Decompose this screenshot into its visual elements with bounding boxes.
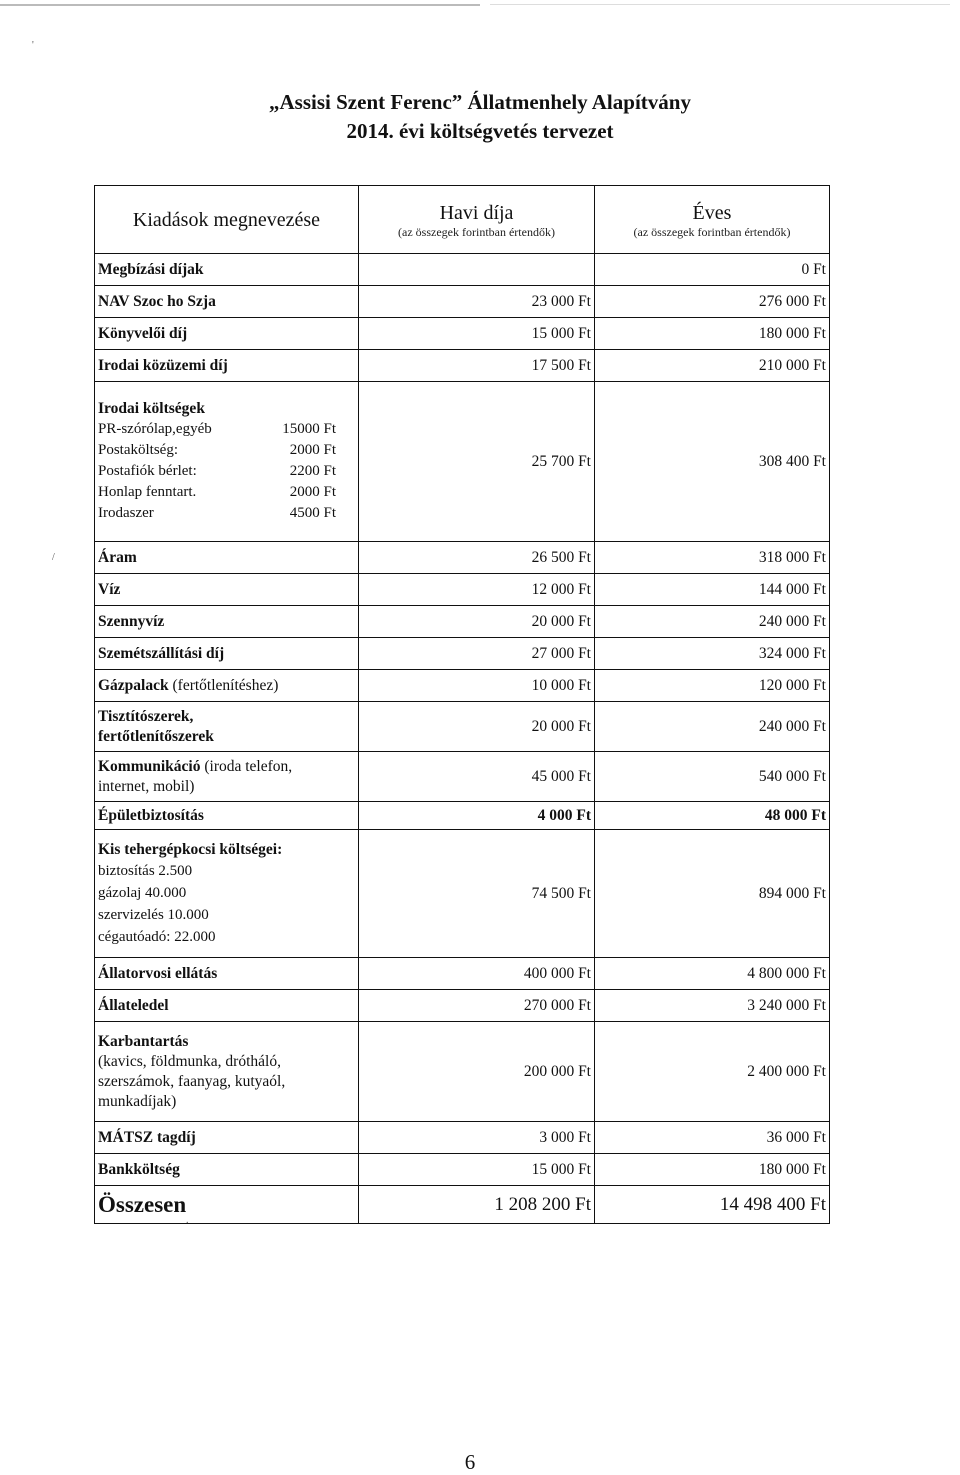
row-name: Karbantartás [98,1032,189,1050]
row-name-bold: Kommunikáció [98,757,201,775]
office-cost-item [98,503,355,524]
scan-speck: / [52,552,55,563]
maintenance-detail-line: (kavics, földmunka, drótháló, [98,1052,281,1070]
total-label: Összesen [95,1186,359,1224]
row-name-line: internet, mobil) [98,777,195,795]
maintenance-detail-line: munkadíjak) [98,1092,177,1110]
row-monthly [359,254,595,286]
row-yearly: 308 400 Ft [595,382,830,542]
row-monthly: 26 500 Ft [359,542,595,574]
page-number: 6 [464,1450,476,1474]
row-name: Víz [95,574,359,606]
row-yearly: 894 000 Ft [595,830,830,958]
row-monthly: 20 000 Ft [359,606,595,638]
table-row [95,702,830,752]
title-line-1: „Assisi Szent Ferenc” Állatmenhely Alapítvány [269,90,691,114]
office-cost-item [98,419,355,440]
office-cost-item [98,461,355,482]
row-monthly: 23 000 Ft [359,286,595,318]
row-name: Irodai költségek [98,400,205,417]
truck-costs-cell [95,830,359,958]
budget-table [94,185,830,1224]
table-row [95,752,830,802]
row-name: Megbízási díjak [95,254,359,286]
table-row [95,638,830,670]
header-yearly [595,186,830,254]
row-yearly: 180 000 Ft [595,1154,830,1186]
row-yearly: 3 240 000 Ft [595,990,830,1022]
row-yearly: 540 000 Ft [595,752,830,802]
row-name: Szemétszállítási díj [95,638,359,670]
row-monthly: 400 000 Ft [359,958,595,990]
row-monthly: 74 500 Ft [359,830,595,958]
office-cost-label: Postaköltség: [98,442,179,458]
table-row [95,574,830,606]
table-row [95,318,830,350]
row-monthly: 25 700 Ft [359,382,595,542]
table-row [95,606,830,638]
office-cost-item [98,482,355,503]
row-yearly: 240 000 Ft [595,606,830,638]
table-row [95,670,830,702]
row-yearly: 180 000 Ft [595,318,830,350]
title-line-2: 2014. évi költségvetés tervezet [346,119,614,143]
table-row [95,1154,830,1186]
office-cost-label: Honlap fenntart. [98,484,197,500]
row-name-line: Tisztítószerek, [98,707,194,725]
office-cost-value: 2000 Ft [289,484,336,500]
office-cost-value: 2200 Ft [289,463,336,479]
row-monthly: 200 000 Ft [359,1022,595,1122]
row-yearly: 324 000 Ft [595,638,830,670]
row-name-line: fertőtlenítőszerek [98,727,214,745]
row-name: Épületbiztosítás [95,802,359,830]
scan-speck: . [186,1215,189,1226]
table-row [95,382,830,542]
row-name-bold: Gázpalack [98,676,169,694]
table-row [95,286,830,318]
scan-edge-line [0,4,480,6]
total-yearly: 14 498 400 Ft [595,1186,830,1224]
header-expense-name-label: Kiadások megnevezése [132,208,321,231]
row-monthly: 15 000 Ft [359,318,595,350]
row-yearly: 0 Ft [595,254,830,286]
table-header-row [95,186,830,254]
row-monthly: 3 000 Ft [359,1122,595,1154]
table-row [95,542,830,574]
row-name: Irodai közüzemi díj [95,350,359,382]
header-expense-name [95,186,359,254]
row-yearly: 48 000 Ft [595,802,830,830]
row-name: Bankköltség [95,1154,359,1186]
row-name: Állatorvosi ellátás [95,958,359,990]
office-cost-value: 15000 Ft [282,421,336,437]
row-name: Könyvelői díj [95,318,359,350]
row-name [95,670,359,702]
row-yearly: 276 000 Ft [595,286,830,318]
row-name: Szennyvíz [95,606,359,638]
table-row [95,802,830,830]
total-monthly: 1 208 200 Ft [359,1186,595,1224]
row-name: MÁTSZ tagdíj [95,1122,359,1154]
row-name: NAV Szoc ho Szja [95,286,359,318]
row-name-rest: (fertőtlenítéshez) [168,676,279,694]
row-monthly: 12 000 Ft [359,574,595,606]
table-row [95,350,830,382]
table-row [95,1022,830,1122]
office-cost-label: PR-szórólap,egyéb [98,421,212,437]
row-name [95,702,359,752]
row-monthly: 10 000 Ft [359,670,595,702]
row-yearly: 120 000 Ft [595,670,830,702]
row-monthly: 20 000 Ft [359,702,595,752]
scan-edge-line [490,4,950,5]
row-name: Kis tehergépkocsi költségei: [98,840,283,858]
header-monthly-note: (az összegek forintban értendők) [398,224,555,239]
office-cost-value: 4500 Ft [289,505,336,521]
row-monthly: 15 000 Ft [359,1154,595,1186]
maintenance-detail-line: szerszámok, faanyag, kutyaól, [98,1072,286,1090]
header-monthly-label: Havi díja [439,201,514,224]
total-row [95,1186,830,1224]
truck-cost-item: cégautóadó: 22.000 [98,928,216,945]
row-yearly: 36 000 Ft [595,1122,830,1154]
row-monthly: 270 000 Ft [359,990,595,1022]
table-row [95,958,830,990]
office-cost-label: Postafiók bérlet: [98,463,197,479]
truck-cost-item: biztosítás 2.500 [98,862,193,879]
maintenance-cell [95,1022,359,1122]
table-row [95,990,830,1022]
header-yearly-note: (az összegek forintban értendők) [633,224,791,239]
row-name [95,752,359,802]
document-title [0,88,960,146]
office-costs-cell [95,382,359,542]
table-row [95,1122,830,1154]
office-cost-item [98,440,355,461]
row-yearly: 240 000 Ft [595,702,830,752]
office-cost-value: 2000 Ft [289,442,336,458]
row-monthly: 45 000 Ft [359,752,595,802]
table-row [95,254,830,286]
table-row [95,830,830,958]
header-monthly [359,186,595,254]
office-cost-label: Irodaszer [98,505,154,521]
header-yearly-label: Éves [692,201,732,224]
row-monthly: 17 500 Ft [359,350,595,382]
row-name-rest: (iroda telefon, [200,757,293,775]
row-yearly: 4 800 000 Ft [595,958,830,990]
row-yearly: 2 400 000 Ft [595,1022,830,1122]
row-monthly: 4 000 Ft [359,802,595,830]
row-name: Állateledel [95,990,359,1022]
truck-cost-item: gázolaj 40.000 [98,884,187,901]
row-name: Áram [95,542,359,574]
row-yearly: 318 000 Ft [595,542,830,574]
row-monthly: 27 000 Ft [359,638,595,670]
truck-cost-item: szervizelés 10.000 [98,906,209,923]
scan-speck: ' [32,40,34,51]
row-yearly: 210 000 Ft [595,350,830,382]
row-yearly: 144 000 Ft [595,574,830,606]
